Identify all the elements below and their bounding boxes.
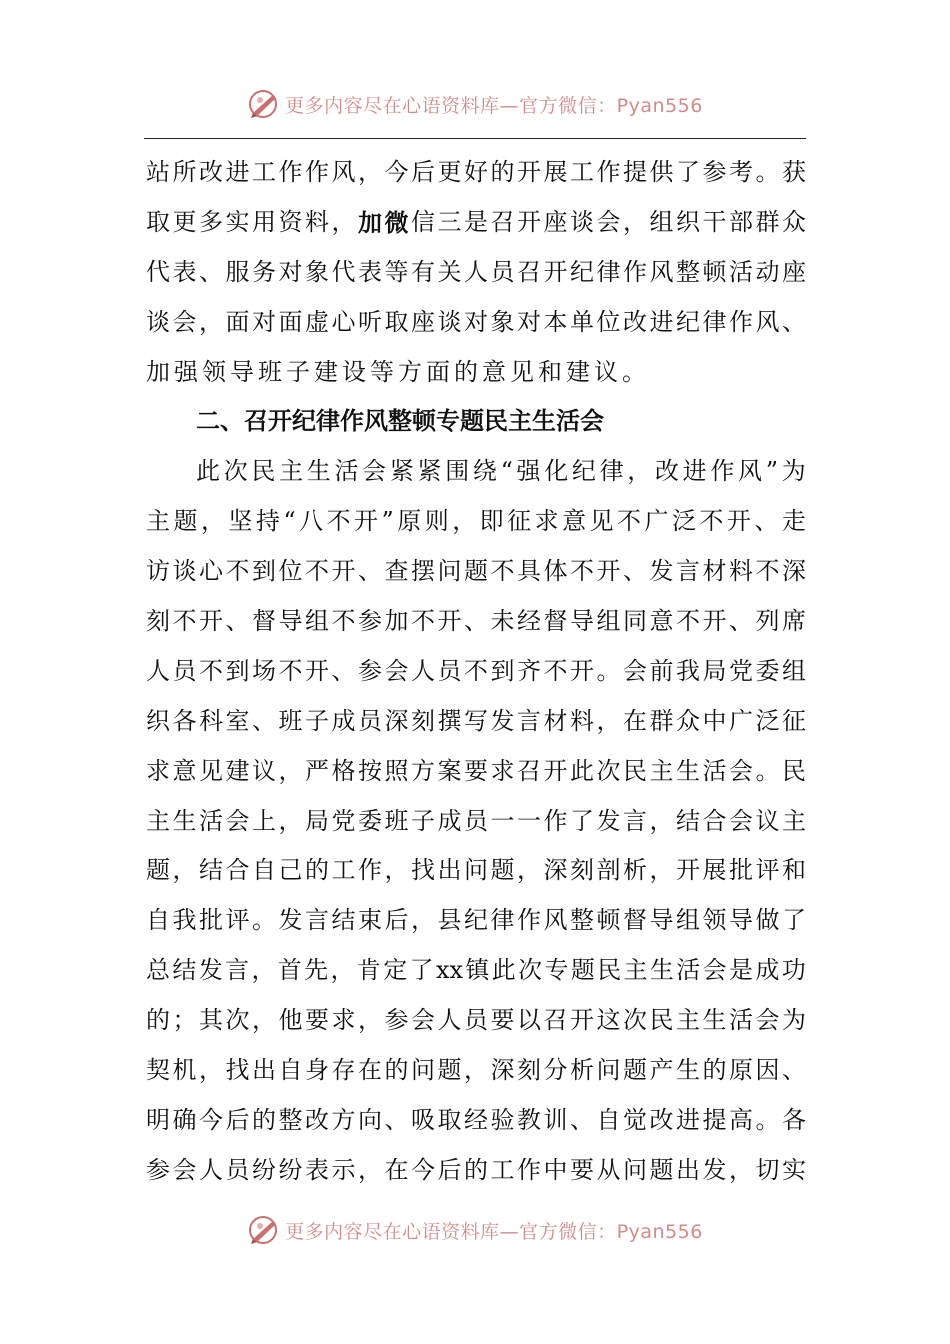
paragraph-line: 织 各 科 室 、 班 子 成 员 深 刻 撰 写 发 言 材 料 ， 在 群 众 中 广 泛 征: [146, 706, 806, 735]
paragraph-line: 自 我 批 评 。 发 言 结 束 后 ， 县 纪 律 作 风 整 顿 督 导 组 领 导 做 了: [146, 906, 806, 935]
pen-logo-icon: [247, 1213, 281, 1247]
footer-banner: [0, 1208, 950, 1252]
paragraph-line: 取 更 多 实 用 资 料 ， 加 微 信 三 是 召 开 座 谈 会 ， 组 织 干 部 群 众: [146, 207, 806, 237]
paragraph-line: 站 所 改 进 工 作 作 风 ， 今 后 更 好 的 开 展 工 作 提 供 了 参 考 。 获: [146, 158, 806, 186]
paragraph-line: 人 员 不 到 场 不 开 、 参 会 人 员 不 到 齐 不 开 。 会 前 我 局 党 委 组: [146, 656, 806, 685]
banner-text: 更多内容尽在心语资料库—官方微信：Pyan556: [285, 94, 703, 117]
pen-logo-icon: [247, 87, 281, 121]
paragraph-line: 主 生 活 会 上 ， 局 党 委 班 子 成 员 一 一 作 了 发 言 ， 结 合 会 议 主: [146, 806, 806, 835]
paragraph-line: 谈 会 ， 面 对 面 虚 心 听 取 座 谈 对 象 对 本 单 位 改 进 纪 律 作 风 、: [146, 307, 806, 336]
paragraph-line: 刻 不 开 、 督 导 组 不 参 加 不 开 、 未 经 督 导 组 同 意 不 开 、 列 席: [146, 607, 806, 636]
header-banner: [0, 82, 950, 126]
header-divider: [144, 138, 806, 139]
paragraph-line: 题 ， 结 合 自 己 的 工 作 ， 找 出 问 题 ， 深 刻 剖 析 ， 开 展 批 评 和: [146, 856, 806, 885]
document-body: [146, 148, 806, 1196]
paragraph-line: 总 结 发 言 ， 首 先 ， 肯 定 了 xx 镇 此 次 专 题 民 主 生 活 会 是 成 功: [146, 956, 806, 985]
paragraph-line: 加 强 领 导 班 子 建 设 等 方 面 的 意 见 和 建 议 。: [146, 357, 649, 386]
banner-text: 更多内容尽在心语资料库—官方微信：Pyan556: [285, 1220, 703, 1243]
paragraph-line: 代 表 、 服 务 对 象 代 表 等 有 关 人 员 召 开 纪 律 作 风 整 顿 活 动 座: [146, 257, 806, 286]
section-heading: 二、召开纪律作风整顿专题民主生活会: [196, 407, 604, 436]
paragraph-line: 契 机 ， 找 出 自 身 存 在 的 问 题 ， 深 刻 分 析 问 题 产 生 的 原 因 、: [146, 1056, 806, 1085]
paragraph-line: 参 会 人 员 纷 纷 表 示 ， 在 今 后 的 工 作 中 要 从 问 题 出 发 ， 切 实: [146, 1155, 806, 1184]
paragraph-line: 求 意 见 建 议 ， 严 格 按 照 方 案 要 求 召 开 此 次 民 主 生 活 会 。 民: [146, 756, 806, 785]
paragraph-line: 明 确 今 后 的 整 改 方 向 、 吸 取 经 验 教 训 、 自 觉 改 进 提 高 。 各: [146, 1105, 806, 1134]
paragraph-line: 的 ； 其 次 ， 他 要 求 ， 参 会 人 员 要 以 召 开 这 次 民 主 生 活 会 为: [146, 1006, 806, 1035]
paragraph-line: 此 次 民 主 生 活 会 紧 紧 围 绕 “ 强 化 纪 律 ， 改 进 作 风 ” 为: [196, 457, 806, 486]
paragraph-line: 主 题 ， 坚 持 “ 八 不 开 ” 原 则 ， 即 征 求 意 见 不 广 泛 不 开 、 走: [146, 507, 806, 536]
paragraph-line: 访 谈 心 不 到 位 不 开 、 查 摆 问 题 不 具 体 不 开 、 发 言 材 料 不 深: [146, 557, 806, 586]
